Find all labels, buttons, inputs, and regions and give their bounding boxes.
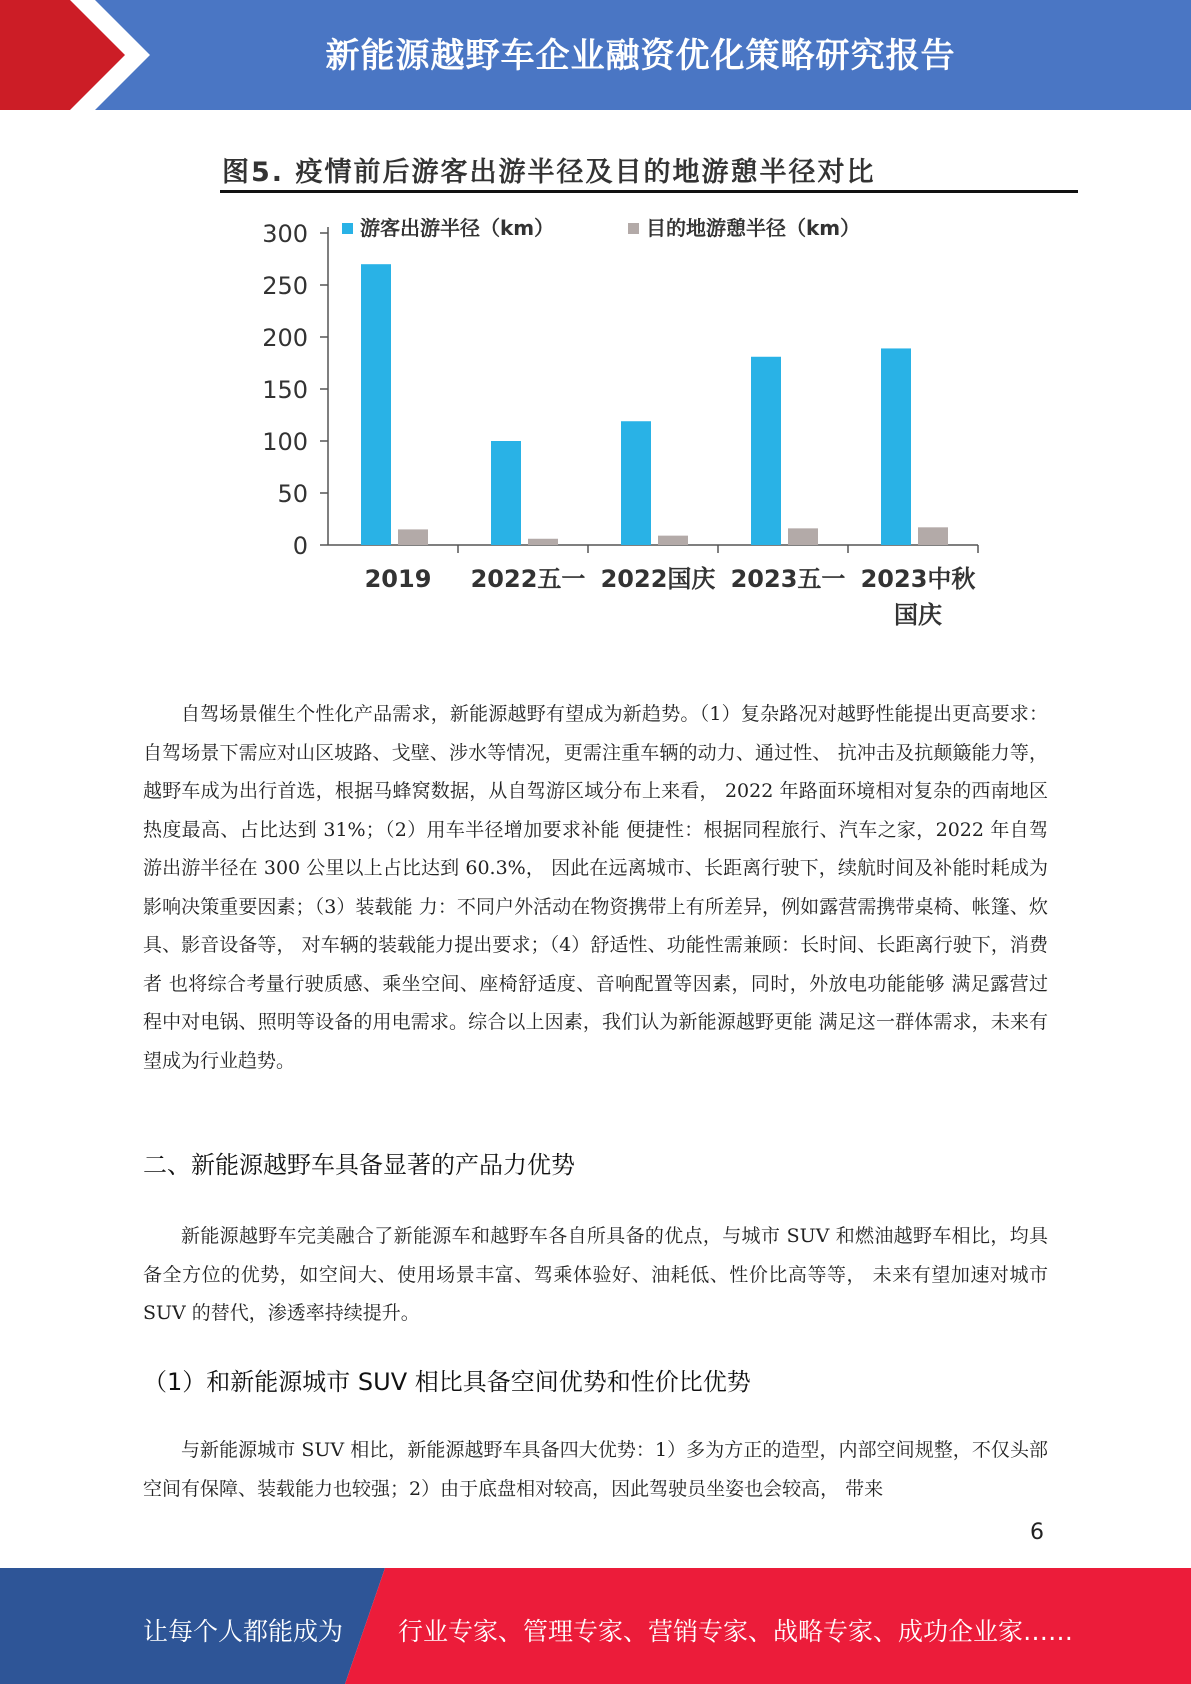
x-tick-label: 2023中秋 [860, 565, 976, 593]
legend-label: 目的地游憩半径（km） [646, 216, 861, 240]
footer-slogan-left: 让每个人都能成为 [143, 1617, 344, 1646]
bar-recreation-radius [528, 539, 558, 545]
bar-tourist-radius [881, 348, 911, 545]
paragraph-self-drive: 自驾场景催生个性化产品需求，新能源越野有望成为新趋势。（1）复杂路况对越野性能提出更高要求：自驾场景下需应对山区坡路、戈壁、涉水等情况，更需注重车辆的动力、通过性、 抗冲击及抗颠簸能力等，越野车成为出行首选，根据马蜂窝数据，从自驾游区域分布上来看， 2022 年路面环境相对复杂的西南地区热度最高、占比达到 31%；（2）用车半径增加要求补能 便捷性：根据同程旅行、汽车之家，2022 年自驾游出游半径在 300 公里以上占比达到 60.3%， 因此在远离城市、长距离行驶下，续航时间及补能时耗成为影响决策重要因素；（3）装载能 力：不同户外活动在物资携带上有所差异，例如露营需携带桌椅、帐篷、炊具、影音设备等， 对车辆的装载能力提出要求；（4）舒适性、功能性需兼顾：长时间、长距离行驶下，消费者 也将综合考量行驶质感、乘坐空间、座椅舒适度、音响配置等因素，同时，外放电功能能够 满足露营过程中对电锅、照明等设备的用电需求。综合以上因素，我们认为新能源越野更能 满足这一群体需求，未来有望成为行业趋势。 [143, 703, 1048, 1072]
page-number: 6 [1030, 1520, 1044, 1545]
bar-tourist-radius [491, 441, 521, 545]
bar-recreation-radius [788, 528, 818, 545]
x-tick-label: 2019 [364, 565, 432, 593]
footer-slogan-right: 行业专家、管理专家、营销专家、战略专家、成功企业家…… [398, 1617, 1074, 1646]
paragraph-vs-city-suv: 与新能源城市 SUV 相比，新能源越野车具备四大优势：1）多为方正的造型，内部空间规整，不仅头部空间有保障、装载能力也较强；2）由于底盘相对较高，因此驾驶员坐姿也会较高， 带来 [143, 1439, 1048, 1500]
x-tick-label: 2023五一 [730, 565, 846, 593]
figure-title-rule [220, 190, 1078, 193]
y-tick-label: 200 [262, 324, 308, 352]
legend-swatch [628, 223, 639, 234]
bar-tourist-radius [751, 357, 781, 545]
x-tick-label: 2022五一 [470, 565, 586, 593]
section-heading: 二、新能源越野车具备显著的产品力优势 [143, 1151, 575, 1179]
legend-label: 游客出游半径（km） [360, 216, 555, 240]
subsection-heading: （1）和新能源城市 SUV 相比具备空间优势和性价比优势 [143, 1368, 751, 1396]
y-tick-label: 50 [277, 480, 308, 508]
y-tick-label: 0 [292, 532, 308, 560]
y-tick-label: 300 [262, 220, 308, 248]
bar-tourist-radius [361, 264, 391, 545]
y-tick-label: 150 [262, 376, 308, 404]
paragraph-advantages: 新能源越野车完美融合了新能源车和越野车各自所具备的优点，与城市 SUV 和燃油越野车相比，均具备全方位的优势，如空间大、使用场景丰富、驾乘体验好、油耗低、性价比高等等， 未来有望加速对城市 SUV 的替代，渗透率持续提升。 [143, 1225, 1048, 1324]
bar-chart [240, 205, 1020, 645]
figure-title: 图5. 疫情前后游客出游半径及目的地游憩半径对比 [222, 157, 876, 188]
x-tick-label: 2022国庆 [600, 565, 716, 593]
y-tick-label: 100 [262, 428, 308, 456]
bar-recreation-radius [398, 529, 428, 545]
bar-recreation-radius [918, 527, 948, 545]
report-title: 新能源越野车企业融资优化策略研究报告 [325, 36, 956, 76]
legend-swatch [342, 223, 353, 234]
x-tick-label: 国庆 [894, 601, 942, 629]
bar-recreation-radius [658, 536, 688, 545]
bar-tourist-radius [621, 421, 651, 545]
page-header [0, 0, 1191, 110]
y-tick-label: 250 [262, 272, 308, 300]
